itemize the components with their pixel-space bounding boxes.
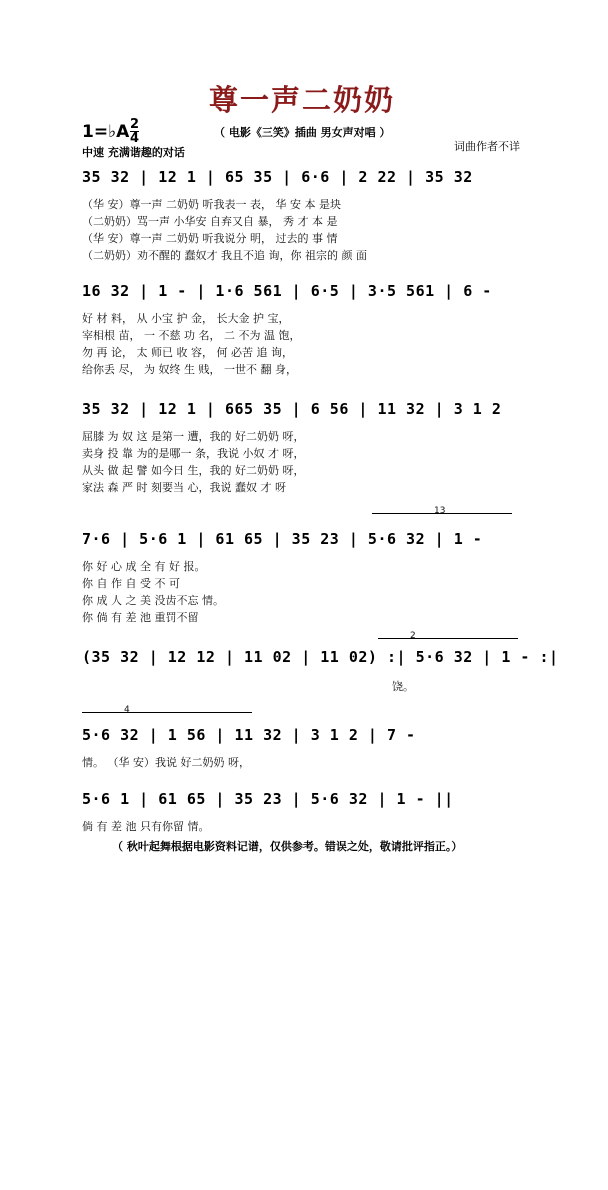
notation-line-2: 16 32 | 1 - | 1·6 561 | 6·5 | 3·5 561 | 6 - bbox=[82, 282, 492, 300]
lyric-line-3-1: 屈膝 为 奴 这 是第一 遭，我的 好二奶奶 呀， bbox=[82, 430, 305, 443]
volta-label-3: 4 bbox=[124, 705, 130, 715]
lyric-line-4-4: 你 倘 有 差 池 重罚不留 bbox=[82, 611, 199, 624]
lyric-line-7-1: 倘 有 差 池 只有你留 情。 bbox=[82, 820, 210, 833]
meter-top: 2 bbox=[130, 117, 140, 132]
song-title: 尊一声二奶奶 bbox=[208, 83, 395, 117]
lyric-line-1-4: （二奶奶）劝不醒的 蠢奴才 我且不追 询，你 祖宗的 颜 面 bbox=[82, 249, 367, 262]
notation-line-7: 5·6 1 | 61 65 | 35 23 | 5·6 32 | 1 - || bbox=[82, 790, 454, 808]
lyric-line-4-3: 你 成 人 之 美 没齿不忘 情。 bbox=[82, 594, 224, 607]
meter-bottom: 4 bbox=[130, 131, 140, 146]
song-subtitle: （ 电影《三笑》插曲 男女声对唱 ） bbox=[214, 126, 391, 139]
notation-line-4: 7·6 | 5·6 1 | 61 65 | 35 23 | 5·6 32 | 1 - bbox=[82, 530, 483, 548]
lyric-line-1-3: （华 安）尊一声 二奶奶 听我说分 明， 过去的 事 情 bbox=[82, 232, 338, 245]
sheet-page bbox=[42, 40, 562, 900]
lyric-line-1-2: （二奶奶）骂一声 小华安 自弃又自 暴， 秀 才 本 是 bbox=[82, 215, 338, 228]
author-credit: 词曲作者不详 bbox=[454, 140, 520, 153]
time-signature bbox=[130, 118, 139, 145]
notation-line-3: 35 32 | 12 1 | 665 35 | 6 56 | 11 32 | 3 1 2 bbox=[82, 400, 502, 418]
volta-label-1: 13 bbox=[434, 506, 446, 516]
lyric-line-3-4: 家法 森 严 时 刻要当 心，我说 蠢奴 才 呀 bbox=[82, 481, 286, 494]
notation-line-5: (35 32 | 12 12 | 11 02 | 11 02) :| 5·6 32 | 1 - :| bbox=[82, 648, 559, 666]
volta-label-2: 2 bbox=[410, 631, 416, 641]
lyric-line-3-2: 卖身 投 靠 为的是哪一 条，我说 小奴 才 呀， bbox=[82, 447, 305, 460]
lyric-line-2-3: 勿 再 论， 太 师已 收 容， 何 必苦 追 询， bbox=[82, 346, 293, 359]
lyric-line-2-4: 给你丢 尽， 为 奴终 生 贱， 一世不 翻 身， bbox=[82, 363, 297, 376]
volta-bracket-2 bbox=[378, 638, 518, 639]
lyric-line-4-2: 你 自 作 自 受 不 可 bbox=[82, 577, 180, 590]
footer-note: （ 秋叶起舞根据电影资料记谱，仅供参考。错误之处，敬请批评指正。） bbox=[112, 840, 463, 853]
lyric-line-5-1: 饶。 bbox=[392, 680, 414, 693]
notation-line-6: 5·6 32 | 1 56 | 11 32 | 3 1 2 | 7 - bbox=[82, 726, 416, 744]
lyric-line-2-2: 宰相根 苗， 一 不慈 功 名， 二 不为 温 饱， bbox=[82, 329, 301, 342]
lyric-line-2-1: 好 材 料， 从 小宝 护 金， 长大金 护 宝， bbox=[82, 312, 290, 325]
lyric-line-4-1: 你 好 心 成 全 有 好 报。 bbox=[82, 560, 206, 573]
lyric-line-3-3: 从头 做 起 譬 如今日 生，我的 好二奶奶 呀， bbox=[82, 464, 305, 477]
notation-line-1: 35 32 | 12 1 | 65 35 | 6·6 | 2 22 | 35 32 bbox=[82, 168, 473, 186]
volta-bracket-3 bbox=[82, 712, 252, 713]
tempo-marking: 中速 充满谐趣的对话 bbox=[82, 146, 185, 159]
lyric-line-1-1: （华 安）尊一声 二奶奶 听我表一 表， 华 安 本 是块 bbox=[82, 198, 341, 211]
key-signature: 1=♭A bbox=[82, 122, 130, 142]
lyric-line-6-1: 情。 （华 安）我说 好二奶奶 呀， bbox=[82, 756, 250, 769]
